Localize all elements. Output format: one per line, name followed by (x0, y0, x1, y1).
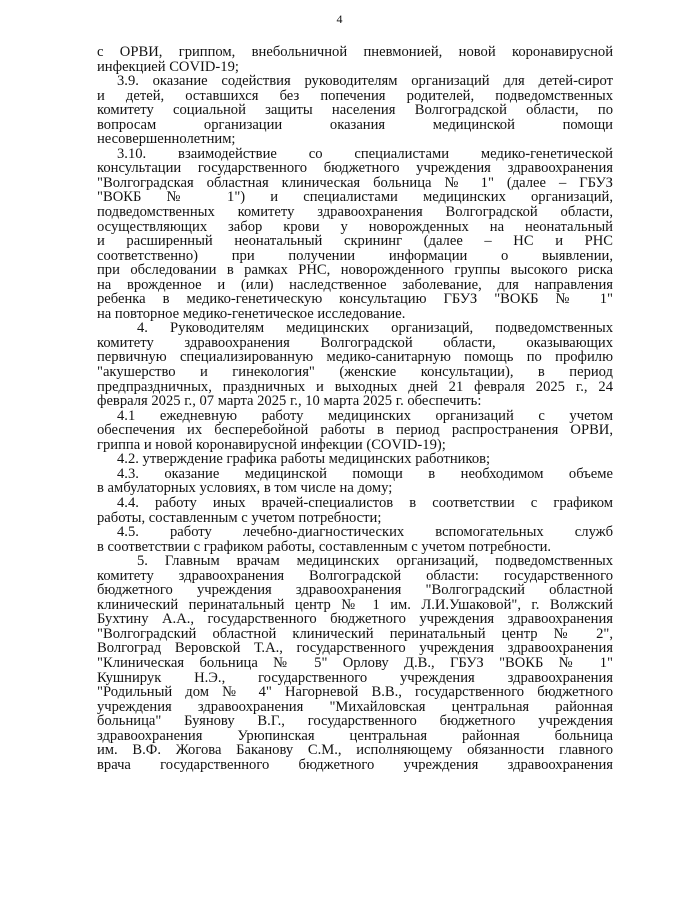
text-line: и детей, оставшихся без попечения родителей, подведомственных (97, 87, 613, 104)
paragraph-p-4-2 (97, 452, 613, 467)
paragraph-p-4-1 (97, 409, 613, 453)
text-line: больница" Буянову В.Г., государственного бюджетного учреждения (97, 713, 613, 730)
text-line: "Волгоградская областная клиническая больница № 1" (далее – ГБУЗ (97, 174, 613, 191)
text-line: гриппа и новой коронавирусной инфекции (COVID-19); (97, 436, 446, 453)
text-line: 5. Главным врачам медицинских организаций, подведомственных (137, 553, 613, 570)
text-line: "акушерство и гинекология" (женские консультации), в период (97, 364, 613, 381)
text-line: с ОРВИ, гриппом, внебольничной пневмонией, новой коронавирусной (97, 44, 613, 60)
text-line: несовершеннолетним; (97, 131, 236, 148)
text-line: Волгоград Веровской Т.А., государственного учреждения здравоохранения (97, 640, 613, 657)
text-line: и расширенный неонатальный скрининг (далее – НС и РНС (97, 233, 613, 250)
text-line: подведомственных комитету здравоохранения Волгоградской области, (97, 204, 613, 221)
text-line: инфекцией COVID-19; (97, 58, 239, 75)
paragraph-p-4-5 (97, 525, 613, 554)
paragraph-p-4-4 (97, 496, 613, 525)
text-line: комитету здравоохранения Волгоградской области: государственного (97, 567, 613, 584)
paragraph-p-3-8-tail (97, 45, 613, 74)
text-line: комитету здравоохранения Волгоградской области, оказывающих (97, 334, 613, 351)
text-line: 4.2. утверждение графика работы медицинских работников; (117, 451, 491, 468)
text-line: в соответствии с графиком работы, составленным с учетом потребности. (97, 538, 552, 555)
text-line: Бухтину А.А., государственного бюджетного учреждения здравоохранения (97, 611, 613, 628)
text-line: 3.10. взаимодействие со специалистами медико-генетической (117, 145, 613, 162)
text-line: здравоохранения Урюпинская центральная районная больница (97, 727, 613, 744)
text-line: февраля 2025 г., 07 марта 2025 г., 10 марта 2025 г. обеспечить: (97, 393, 482, 410)
document-body (97, 45, 613, 772)
text-line: 4.1 ежедневную работу медицинских организаций с учетом (117, 407, 613, 424)
text-line: "ВОКБ № 1") и специалистами медицинских организаций, (97, 189, 613, 206)
text-line: 3.9. оказание содействия руководителям организаций для детей-сирот (117, 73, 613, 90)
paragraph-p-3-9 (97, 74, 613, 147)
text-line: клинический перинатальный центр № 1 им. Л.И.Ушаковой", г. Волжский (97, 596, 613, 613)
text-line: осуществляющих забор крови у новорожденных на неонатальный (97, 218, 613, 235)
text-line: на повторное медико-генетическое исследование. (97, 305, 406, 322)
text-line: учреждения здравоохранения "Михайловская центральная районная (97, 698, 613, 715)
paragraph-p-5 (97, 554, 613, 772)
text-line: вопросам организации оказания медицинской помощи (97, 116, 613, 133)
text-line: работы, составленным с учетом потребности; (97, 509, 382, 526)
text-line: бюджетного учреждения здравоохранения "Волгоградский областной (97, 582, 613, 599)
text-line: 4.3. оказание медицинской помощи в необходимом объеме (117, 465, 613, 482)
text-line: "Волгоградский областной клинический перинатальный центр № 2", (97, 625, 613, 642)
text-line: первичную специализированную медико-санитарную помощь по профилю (97, 349, 613, 366)
text-line: при обследовании в рамках РНС, новорожденного группы высокого риска (97, 262, 613, 279)
text-line: врача государственного бюджетного учреждения здравоохранения (97, 756, 613, 773)
text-line: соответственно) при получении информации о выявлении, (97, 247, 613, 264)
text-line: обеспечения их бесперебойной работы в период распространения ОРВИ, (97, 422, 613, 439)
paragraph-p-4-3 (97, 467, 613, 496)
text-line: Кушнирук Н.Э., государственного учреждения здравоохранения (97, 669, 613, 686)
text-line: ребенка в медико-генетическую консультацию ГБУЗ "ВОКБ № 1" (97, 291, 613, 308)
paragraph-p-3-10 (97, 147, 613, 322)
paragraph-p-4 (97, 321, 613, 408)
text-line: 4.4. работу иных врачей-специалистов в соответствии с графиком (117, 494, 613, 511)
text-line: им. В.Ф. Жогова Баканову С.М., исполняющему обязанности главного (97, 742, 613, 759)
text-line: предпраздничных, праздничных и выходных дней 21 февраля 2025 г., 24 (97, 378, 613, 395)
text-line: 4. Руководителям медицинских организаций, подведомственных (137, 320, 613, 337)
text-line: 4.5. работу лечебно-диагностических вспомогательных служб (117, 524, 613, 541)
text-line: "Клиническая больница № 5" Орлову Д.В., ГБУЗ "ВОКБ № 1" (97, 654, 613, 671)
text-line: "Родильный дом № 4" Нагорневой В.В., государственного бюджетного (97, 684, 613, 701)
text-line: на врожденное и (или) наследственное заболевание, для направления (97, 276, 613, 293)
page-number: 4 (336, 12, 343, 26)
text-line: консультации государственного бюджетного учреждения здравоохранения (97, 160, 613, 177)
text-line: комитету социальной защиты населения Волгоградской области, по (97, 102, 613, 119)
text-line: в амбулаторных условиях, в том числе на дому; (97, 480, 393, 497)
